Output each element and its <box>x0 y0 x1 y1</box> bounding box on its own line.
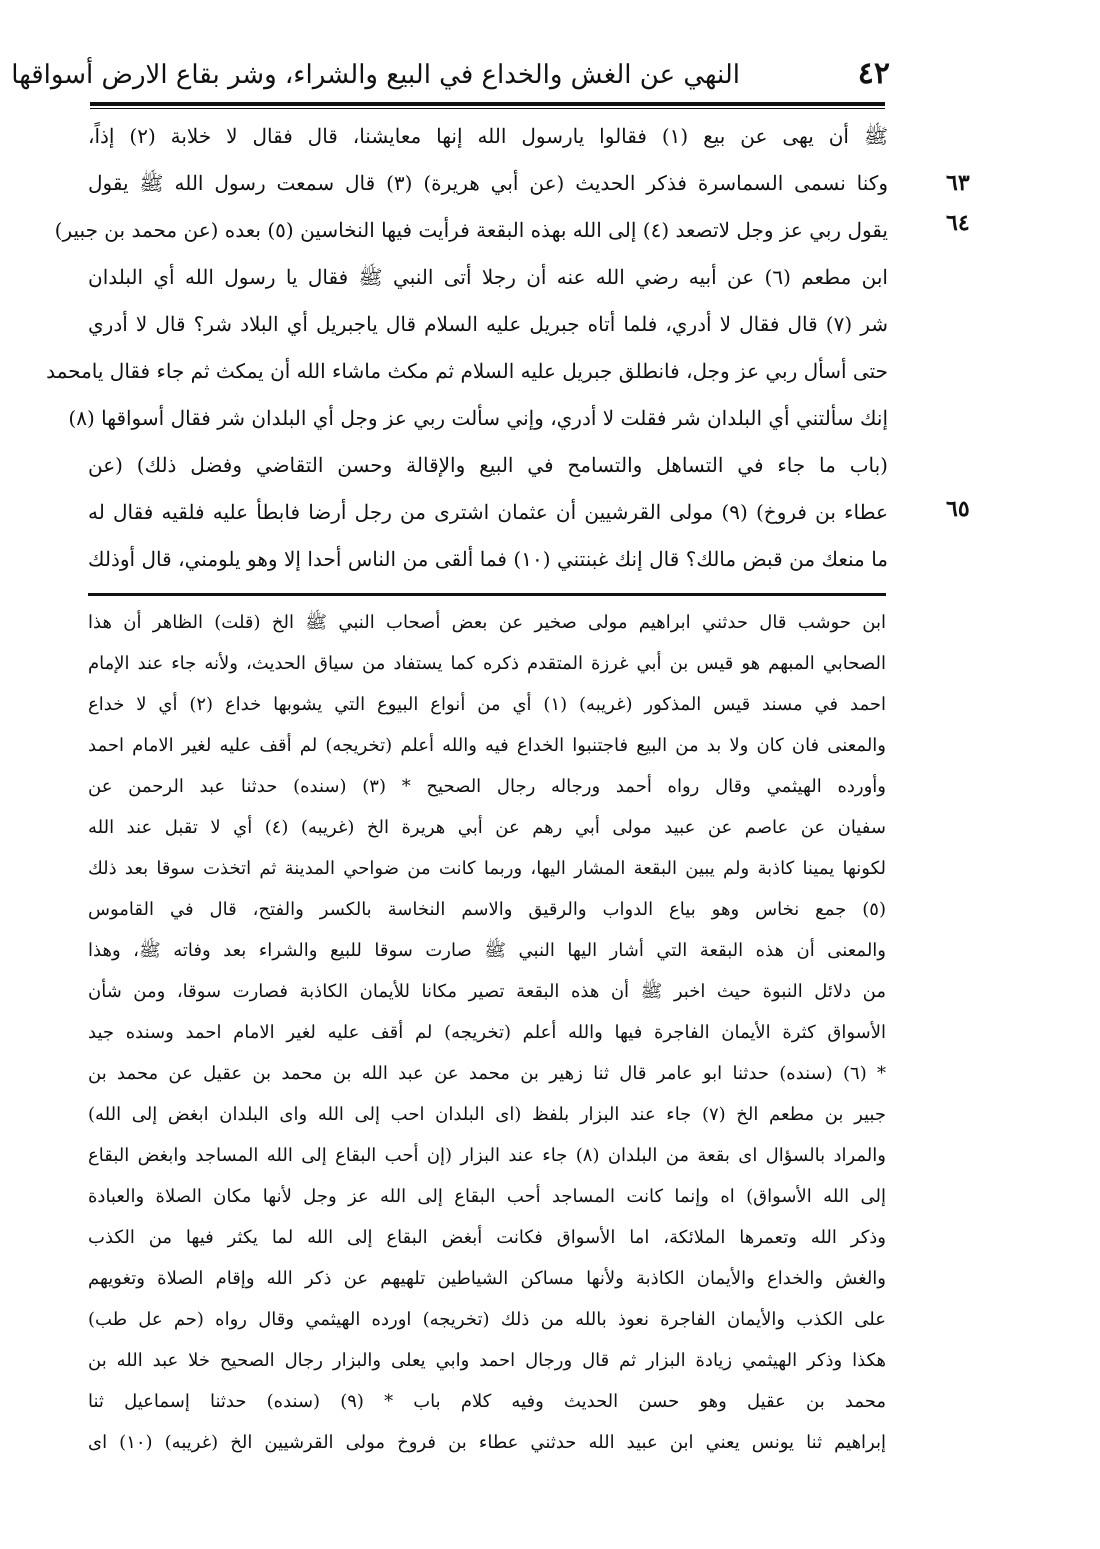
footnote-line: والمعنى أن هذه البقعة التي أشار اليها النبي ﷺ صارت سوقا للبيع والشراء بعد وفاته ﷺ، وهذا <box>88 940 886 961</box>
footnote-line: إلى الله الأسواق) اه وإنما كانت المساجد أحب البقاع إلى الله عز وجل لأنها مكان الصلاة والعبادة <box>88 1186 886 1207</box>
main-line: وكنا نسمى السماسرة فذكر الحديث (عن أبي هريرة) (٣) قال سمعت رسول الله ﷺ يقول <box>88 171 888 195</box>
footnote-line: ابن حوشب قال حدثني ابراهيم مولى صخير عن بعض أصحاب النبي ﷺ الخ (قلت) الظاهر أن هذا <box>88 612 886 633</box>
footnote-line: محمد بن عقيل وهو حسن الحديث وفيه كلام باب * (٩) (سنده) حدثنا إسماعيل ثنا <box>88 1391 886 1412</box>
footnote-line: جبير بن مطعم الخ (٧) جاء عند البزار بلفظ (اى البلدان احب إلى الله واى البلدان ابغض إلى الله) <box>88 1104 886 1125</box>
footnote-line: والمراد بالسؤال اى بقعة من البلدان (٨) جاء عند البزار (إن أحب البقاع إلى الله المساجد وابغض البقاع <box>88 1145 886 1166</box>
footnote-line: سفيان عن عاصم عن عبيد مولى أبي رهم عن أبي هريرة الخ (غريبه) (٤) أي لا تقبل عند الله <box>88 817 886 838</box>
header-rule-thin <box>90 108 885 109</box>
main-line: شر (٧) قال فقال لا أدري، فلما أتاه جبريل عليه السلام قال ياجبريل أي البلاد شر؟ قال لا أدري <box>88 312 889 336</box>
main-line: ﷺ أن يهى عن بيع (١) فقالوا يارسول الله إنها معايشنا، قال فقال لا خلابة (٢) إذاً، <box>88 124 888 148</box>
footnote-line: وذكر الله وتعمرها الملائكة، اما الأسواق فكانت أبغض البقاع إلى الله لما يكثر فيها من الكذب <box>88 1227 886 1248</box>
footnote-separator <box>88 593 886 596</box>
footnote-line: الصحابي المبهم هو قيس بن أبي غرزة المتقدم ذكره كما يستفاد من سياق الحديث، ولأنه جاء عند الإمام <box>88 653 886 674</box>
footnote-line: من دلائل النبوة حيث اخبر ﷺ أن هذه البقعة تصير مكانا للأيمان الكاذبة فصارت سوقا، ومن شأن <box>88 981 886 1002</box>
main-line: ابن مطعم (٦) عن أبيه رضي الله عنه أن رجلا أتى النبي ﷺ فقال يا رسول الله أي البلدان <box>88 265 888 289</box>
footnote-line: وأورده الهيثمي وقال رواه أحمد ورجاله رجال الصحيح * (٣) (سنده) حدثنا عبد الرحمن عن <box>88 776 886 797</box>
page-number: ٤٢ <box>857 56 890 91</box>
footnote-line: * (٦) (سنده) حدثنا ابو عامر قال ثنا زهير بن محمد عن عبد الله بن محمد بن عقيل عن محمد بن <box>88 1063 887 1084</box>
page-header <box>11 52 890 102</box>
header-rule <box>90 102 885 106</box>
main-line: يقول ربي عز وجل لاتصعد (٤) إلى الله بهذه البقعة فرأيت فيها النخاسين (٥) بعده (عن محمد بن جبير) <box>54 218 888 242</box>
footnote-line: والمعنى فان كان ولا بد من البيع فاجتنبوا الخداع فيه والله أعلم (تخريجه) لم أقف عليه لغير الامام احمد <box>88 735 886 756</box>
running-title: النهي عن الغش والخداع في البيع والشراء، وشر بقاع الارض أسواقها <box>11 60 740 90</box>
main-line: إنك سألتني أي البلدان شر فقلت لا أدري، وإني سألت ربي عز وجل أي البلدان شر فقال أسواقها (٨) <box>68 406 888 430</box>
main-line: ما منعك من قبض مالك؟ قال إنك غبنتني (١٠) فما ألقى من الناس أحدا إلا وهو يلومني، قال أوذلك <box>88 547 888 571</box>
hadith-number: ٦٣ <box>946 170 970 196</box>
footnote-line: والغش والخداع والأيمان الكاذبة ولأنها مساكن الشياطين تلهيهم عن ذكر الله وإقام الصلاة وتغويهم <box>88 1268 886 1289</box>
footnote-line: على الكذب والأيمان الفاجرة نعوذ بالله من ذلك (تخريجه) اورده الهيثمي وقال رواه (حم عل طب) <box>88 1309 886 1330</box>
main-text <box>46 118 889 588</box>
hadith-number: ٦٤ <box>946 210 970 236</box>
footnote-line: لكونها يمينا كاذبة ولم يبين البقعة المشار اليها، وربما كانت من ضواحي المدينة ثم اتخذت سوقا بعد ذلك <box>88 858 886 879</box>
footnote-line: (٥) جمع نخاس وهو بياع الدواب والرقيق والاسم النخاسة بالكسر والفتح، قال في القاموس <box>88 899 886 920</box>
main-line: عطاء بن فروخ) (٩) مولى القرشيين أن عثمان اشترى من رجل أرضا فابطأ عليه فلقيه فقال له <box>88 500 888 524</box>
section-heading-line: (باب ما جاء في التساهل والتسامح في البيع والإقالة وحسن التقاضي وفضل ذلك) (عن <box>88 453 888 477</box>
footnote-line: الأسواق كثرة الأيمان الفاجرة فيها والله أعلم (تخريجه) لم أقف عليه لغير الامام احمد وسنده جيد <box>88 1022 886 1043</box>
footnote-line: هكذا وذكر الهيثمي زيادة البزار ثم قال ورجال احمد وابي يعلى والبزار رجال الصحيح خلا عبد الله بن <box>88 1350 886 1371</box>
footnote-line: إبراهيم ثنا يونس يعني ابن عبيد الله حدثني عطاء بن فروخ مولى القرشيين الخ (غريبه) (١٠) اى <box>88 1432 886 1453</box>
footnotes <box>88 606 886 1486</box>
footnote-line: احمد في مسند قيس المذكور (غريبه) (١) أي من أنواع البيوع التي يشوبها خداع (٢) أي لا خداع <box>88 694 887 715</box>
hadith-number: ٦٥ <box>946 496 970 522</box>
main-line: حتى أسأل ربي عز وجل، فانطلق جبريل عليه السلام ثم مكث ماشاء الله أن يمكث ثم جاء فقال يامحمد <box>46 359 888 383</box>
